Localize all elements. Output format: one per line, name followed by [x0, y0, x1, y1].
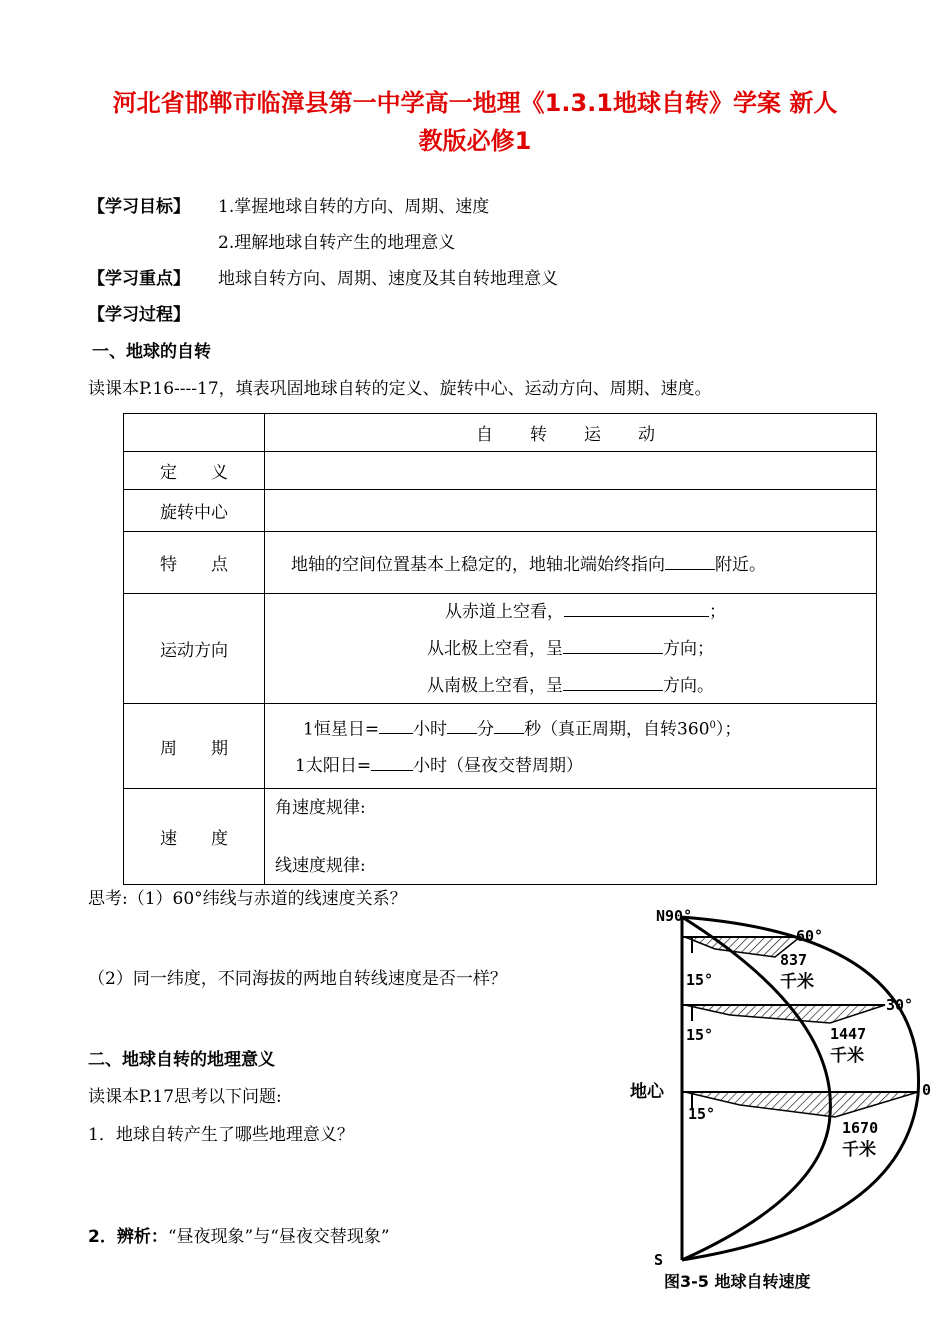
keypoints-text: 地球自转方向、周期、速度及其自转地理意义 — [218, 269, 558, 289]
table-corner-cell — [124, 414, 265, 452]
label-south: S — [654, 1251, 664, 1269]
row-label-definition: 定 义 — [124, 452, 265, 490]
table-header — [265, 414, 877, 452]
period-cell — [265, 704, 877, 789]
think-question-1: 思考:（1）60°纬线与赤道的线速度关系？ — [88, 889, 407, 909]
direction-north — [265, 637, 876, 660]
direction-south-blank — [563, 674, 663, 691]
section1-heading: 一、地球的自转 — [92, 342, 211, 362]
direction-south-text: 从南极上空看，呈 — [427, 676, 563, 696]
solar-day — [295, 754, 876, 777]
row-label-direction: 运动方向 — [124, 594, 265, 704]
label-lat-0: 0 — [922, 1081, 932, 1099]
speed-0-unit: 千米 — [842, 1140, 876, 1160]
section1-instruction: 读课本P.16----17，填表巩固地球自转的定义、旋转中心、运动方向、周期、速度。 — [88, 379, 712, 399]
sidereal-hours-blank — [379, 717, 413, 734]
sidereal-day — [303, 715, 876, 741]
sidereal-seconds-blank — [494, 717, 524, 734]
rotation-table — [123, 413, 877, 885]
sidereal-text-a: 1恒星日= — [303, 719, 380, 740]
row-label-center: 旋转中心 — [124, 490, 265, 532]
feature-text-a: 地轴的空间位置基本上稳定的，地轴北端始终指向 — [291, 555, 665, 575]
degree-superscript: 0 — [709, 719, 716, 731]
wedge-30 — [685, 1005, 885, 1023]
label-lat-60: 60° — [796, 927, 824, 945]
earth-rotation-speed-figure — [620, 895, 950, 1295]
section2-instruction: 读课本P.17思考以下问题: — [88, 1087, 282, 1107]
keypoints-label: 【学习重点】 — [88, 269, 190, 289]
sidereal-text-d: 秒（真正周期，自转360 — [524, 719, 710, 740]
direction-equator-text: 从赤道上空看， — [445, 602, 564, 622]
document-title-line2: 教版必修1 — [418, 127, 532, 155]
direction-south-end: 方向。 — [663, 676, 714, 696]
section2-question-2 — [88, 1226, 390, 1248]
sidereal-minutes-blank — [447, 717, 477, 734]
sidereal-text-e: ）； — [715, 719, 742, 740]
label-earth-center: 地心 — [630, 1082, 664, 1102]
direction-south — [265, 674, 876, 697]
table-header-text: 自 转 运 动 — [476, 425, 665, 445]
direction-north-end: 方向； — [663, 639, 714, 659]
linear-speed-rule: 线速度规律: — [275, 855, 366, 876]
objective-item-1: 1.掌握地球自转的方向、周期、速度 — [218, 197, 490, 217]
row-label-speed: 速 度 — [124, 789, 265, 885]
label-lat-30: 30° — [886, 996, 914, 1014]
solar-hours-blank — [371, 754, 413, 771]
speed-60-unit: 千米 — [780, 972, 814, 992]
direction-north-blank — [563, 637, 663, 654]
question-2-text: “昼夜现象”与“昼夜交替现象” — [167, 1227, 390, 1247]
direction-equator-end: ； — [709, 602, 726, 622]
direction-equator — [265, 600, 876, 623]
label-angle-1: 15° — [686, 971, 714, 989]
feature-cell — [265, 532, 877, 594]
think-question-2: （2）同一纬度，不同海拔的两地自转线速度是否一样？ — [88, 969, 507, 989]
angular-speed-rule: 角速度规律: — [275, 797, 366, 818]
wedge-0 — [685, 1092, 918, 1117]
direction-north-text: 从北极上空看，呈 — [427, 639, 563, 659]
sidereal-text-b: 小时 — [413, 719, 448, 740]
figure-caption: 图3-5 地球自转速度 — [664, 1272, 811, 1291]
document-title-line1: 河北省邯郸市临漳县第一中学高一地理《1.3.1地球自转》学案 新人 — [112, 89, 838, 117]
question-2-label: 2．辨析： — [88, 1227, 168, 1247]
solar-text-a: 1太阳日= — [295, 756, 372, 777]
feature-text-b: 附近。 — [715, 555, 766, 575]
speed-30-unit: 千米 — [830, 1046, 864, 1066]
label-n90: N90° — [656, 907, 693, 925]
process-label: 【学习过程】 — [88, 305, 190, 325]
solar-text-b: 小时（昼夜交替周期） — [413, 756, 584, 777]
objectives-label: 【学习目标】 — [88, 197, 190, 217]
sidereal-text-c: 分 — [477, 719, 495, 740]
section2-heading: 二、地球自转的地理意义 — [88, 1050, 275, 1070]
direction-cell — [265, 594, 877, 704]
speed-0-value: 1670 — [842, 1119, 879, 1137]
row-label-period: 周 期 — [124, 704, 265, 789]
center-answer-cell — [265, 490, 877, 532]
definition-answer-cell — [265, 452, 877, 490]
direction-equator-blank — [564, 600, 709, 617]
label-angle-2: 15° — [686, 1026, 714, 1044]
speed-cell — [265, 789, 877, 885]
label-angle-3: 15° — [688, 1105, 716, 1123]
speed-60-value: 837 — [780, 951, 808, 969]
feature-blank — [665, 553, 715, 570]
objective-item-2: 2.理解地球自转产生的地理意义 — [218, 233, 456, 253]
section2-question-1: 1．地球自转产生了哪些地理意义？ — [88, 1125, 354, 1145]
speed-30-value: 1447 — [830, 1025, 867, 1043]
inner-meridian-arc — [682, 917, 830, 1260]
row-label-feature: 特 点 — [124, 532, 265, 594]
